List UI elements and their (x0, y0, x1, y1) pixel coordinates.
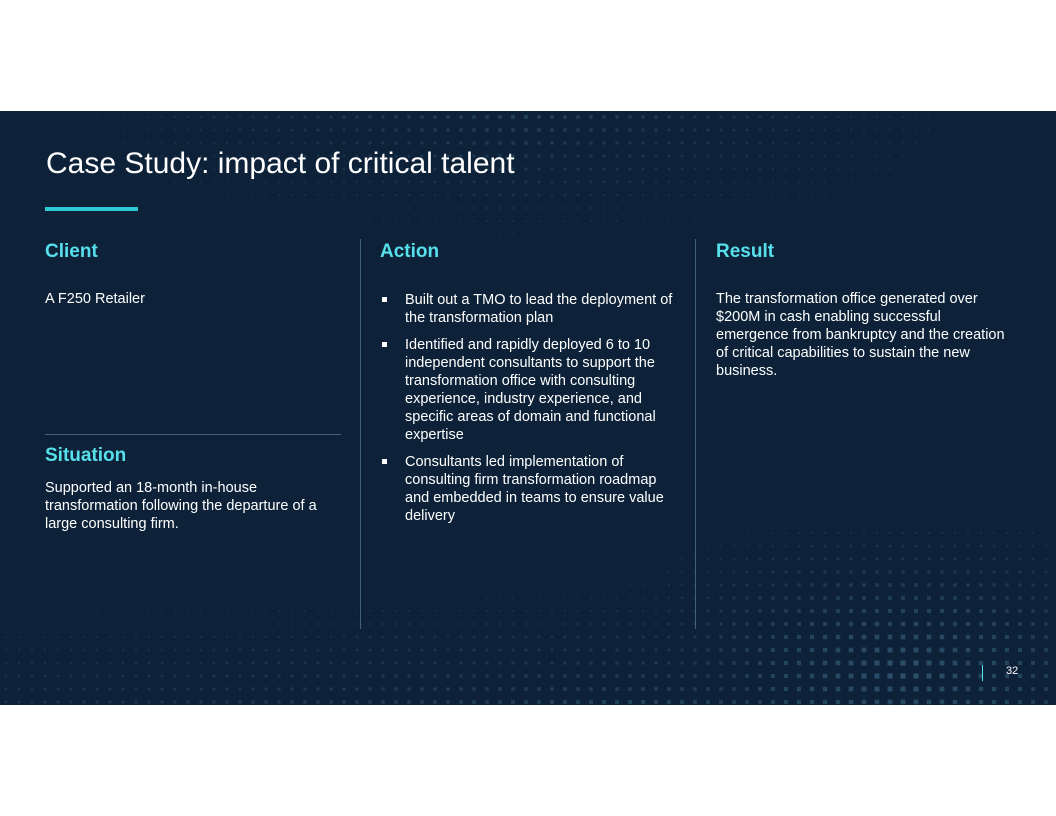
client-situation-divider (45, 434, 341, 435)
column-divider-right (695, 239, 696, 629)
title-underline (45, 207, 138, 211)
square-bullet-icon (382, 342, 387, 347)
slide (0, 111, 1056, 705)
square-bullet-icon (382, 297, 387, 302)
action-bullet-text: Identified and rapidly deployed 6 to 10 independent consultants to support the transformation office with consulting experience, industry experience, and specific areas of domain and functional expertise (405, 337, 656, 443)
result-heading: Result (716, 241, 775, 262)
result-text: The transformation office generated over $200M in cash enabling successful emergence from bankruptcy and the creation of critical capabilities to sustain the new business. (716, 291, 1005, 379)
column-divider-left (360, 239, 361, 629)
situation-text: Supported an 18-month in-house transformation following the departure of a large consulting firm. (45, 480, 317, 532)
situation-heading: Situation (45, 445, 127, 466)
action-heading: Action (380, 241, 440, 262)
action-bullet (380, 453, 680, 525)
action-bullet-list (380, 291, 680, 534)
page-number-separator (982, 665, 983, 681)
action-bullet (380, 336, 680, 444)
action-bullet (380, 291, 680, 327)
action-bullet-text: Consultants led implementation of consulting firm transformation roadmap and embedded in teams to ensure value delivery (405, 454, 664, 524)
page-number: 32 (1006, 665, 1019, 677)
client-text: A F250 Retailer (45, 291, 145, 307)
client-heading: Client (45, 241, 98, 262)
action-bullet-text: Built out a TMO to lead the deployment of the transformation plan (405, 292, 673, 326)
slide-title: Case Study: impact of critical talent (46, 147, 515, 180)
square-bullet-icon (382, 459, 387, 464)
